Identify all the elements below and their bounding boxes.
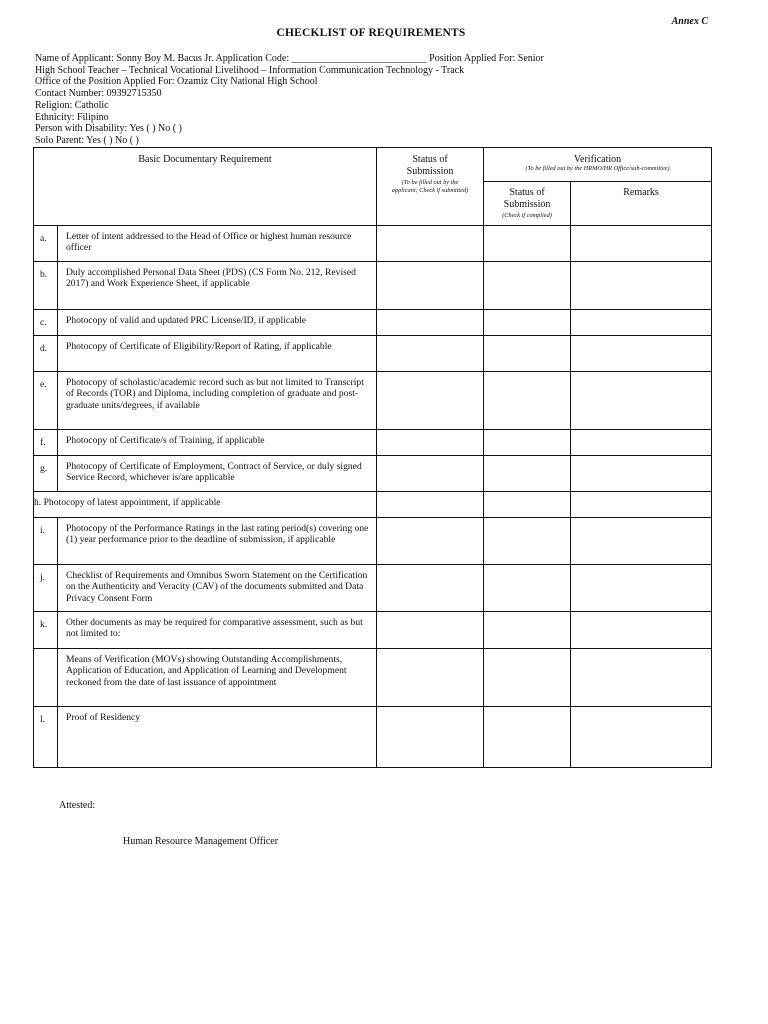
verification-status-cell[interactable] (484, 518, 571, 565)
status-cell[interactable] (377, 226, 484, 262)
remarks-cell[interactable] (571, 707, 712, 768)
row-letter: j. (34, 565, 58, 612)
row-letter: l. (34, 707, 58, 768)
header-verification-status (484, 182, 571, 226)
info-name-line: Name of Applicant: Sonny Boy M. Bacus Jr. Application Code: ___________________________ Position Applied For: Senior (35, 53, 544, 64)
row-letter: d. (34, 336, 58, 372)
table-row (34, 226, 712, 262)
remarks-cell[interactable] (571, 612, 712, 649)
remarks-cell[interactable] (571, 518, 712, 565)
row-requirement-text: Photocopy of Certificate/s of Training, if applicable (58, 430, 377, 456)
header-verification-label: Verification (573, 154, 622, 165)
page-title: CHECKLIST OF REQUIREMENTS (276, 27, 466, 39)
verification-status-cell[interactable] (484, 612, 571, 649)
status-cell[interactable] (377, 262, 484, 310)
row-letter (34, 649, 58, 707)
requirements-table (33, 147, 712, 768)
table-row (34, 336, 712, 372)
verification-status-cell[interactable] (484, 492, 571, 518)
header-status-note: (To be filled out by the applicant; Check if submitted) (391, 179, 469, 194)
verification-status-cell[interactable] (484, 310, 571, 336)
info-contact-line: Contact Number: 09392715350 (35, 88, 162, 100)
verification-status-cell[interactable] (484, 430, 571, 456)
row-requirement-text: Photocopy of Certificate of Eligibility/Report of Rating, if applicable (58, 336, 377, 372)
row-requirement-text: Photocopy of the Performance Ratings in the last rating period(s) covering one (1) year performance prior to the deadline of submission, if applicable (58, 518, 377, 565)
annex-label: Annex C (671, 16, 708, 27)
verification-status-cell[interactable] (484, 226, 571, 262)
status-cell[interactable] (377, 649, 484, 707)
row-letter: a. (34, 226, 58, 262)
verification-status-cell[interactable] (484, 565, 571, 612)
remarks-cell[interactable] (571, 310, 712, 336)
status-cell[interactable] (377, 707, 484, 768)
verification-status-cell[interactable] (484, 456, 571, 492)
remarks-cell[interactable] (571, 372, 712, 430)
remarks-cell[interactable] (571, 430, 712, 456)
verification-status-cell[interactable] (484, 372, 571, 430)
row-letter: c. (34, 310, 58, 336)
verification-status-cell[interactable] (484, 262, 571, 310)
table-row (34, 430, 712, 456)
verification-status-cell[interactable] (484, 336, 571, 372)
signatory-title: Human Resource Management Officer (123, 836, 279, 847)
row-requirement-text: Photocopy of valid and updated PRC License/ID, if applicable (58, 310, 377, 336)
table-row (34, 612, 712, 649)
row-letter: e. (34, 372, 58, 430)
status-cell[interactable] (377, 492, 484, 518)
row-requirement-text: Means of Verification (MOVs) showing Outstanding Accomplishments, Application of Education, and Application of Learning and Development reckoned from the date of last issuance of appointment (58, 649, 377, 707)
table-row (34, 518, 712, 565)
status-cell[interactable] (377, 336, 484, 372)
header-remarks: Remarks (571, 182, 712, 226)
header-verif-status-label: Status of Submission (503, 187, 551, 210)
status-cell[interactable] (377, 565, 484, 612)
info-disability-line: Person with Disability: Yes ( ) No ( ) (35, 123, 182, 135)
info-religion-line: Religion: Catholic (35, 99, 109, 111)
header-status-of-submission (377, 148, 484, 226)
row-requirement-text: Duly accomplished Personal Data Sheet (PDS) (CS Form No. 212, Revised 2017) and Work Experience Sheet, if applicable (58, 262, 377, 310)
table-row (34, 310, 712, 336)
table-row (34, 372, 712, 430)
verification-status-cell[interactable] (484, 649, 571, 707)
remarks-cell[interactable] (571, 226, 712, 262)
table-row (34, 707, 712, 768)
row-requirement-text: Photocopy of Certificate of Employment, Contract of Service, or duly signed Service Record, whichever is/are applicable (58, 456, 377, 492)
row-letter: g. (34, 456, 58, 492)
row-requirement-text: Photocopy of scholastic/academic record such as but not limited to Transcript of Records (TOR) and Diploma, including completion of graduate and post-graduate units/degrees, if available (58, 372, 377, 430)
remarks-cell[interactable] (571, 649, 712, 707)
remarks-cell[interactable] (571, 565, 712, 612)
table-row (34, 262, 712, 310)
remarks-cell[interactable] (571, 492, 712, 518)
row-letter: f. (34, 430, 58, 456)
applicant-info (35, 53, 715, 147)
row-requirement-text: Checklist of Requirements and Omnibus Sworn Statement on the Certification on the Authenticity and Veracity (CAV) of the documents submitted and Data Privacy Consent Form (58, 565, 377, 612)
header-verification-note: (To be filled out by the HRMO/HR Office/sub-committee) (525, 165, 670, 172)
status-cell[interactable] (377, 456, 484, 492)
remarks-cell[interactable] (571, 336, 712, 372)
remarks-cell[interactable] (571, 456, 712, 492)
row-letter: b. (34, 262, 58, 310)
attested-label: Attested: (59, 800, 96, 811)
header-verif-status-note: (Check if complied) (502, 212, 552, 219)
status-cell[interactable] (377, 518, 484, 565)
row-letter: i. (34, 518, 58, 565)
header-status-label: Status of Submission (406, 154, 454, 177)
row-requirement-text: Letter of intent addressed to the Head of Office or highest human resource officer (58, 226, 377, 262)
table-row (34, 492, 712, 518)
row-letter: k. (34, 612, 58, 649)
status-cell[interactable] (377, 612, 484, 649)
row-requirement-text: Other documents as may be required for comparative assessment, such as but not limited to: (58, 612, 377, 649)
status-cell[interactable] (377, 372, 484, 430)
info-solo-parent-line: Solo Parent: Yes ( ) No ( ) (35, 134, 139, 146)
status-cell[interactable] (377, 430, 484, 456)
remarks-cell[interactable] (571, 262, 712, 310)
table-row (34, 565, 712, 612)
status-cell[interactable] (377, 310, 484, 336)
info-office-line: Office of the Position Applied For: Ozamiz City National High School (35, 76, 318, 88)
verification-status-cell[interactable] (484, 707, 571, 768)
info-ethnicity-line: Ethnicity: Filipino (35, 111, 109, 123)
header-verification (484, 148, 712, 182)
table-row (34, 456, 712, 492)
row-requirement-text: h. Photocopy of latest appointment, if applicable (34, 492, 377, 518)
table-row (34, 649, 712, 707)
info-position-line: High School Teacher – Technical Vocational Livelihood – Information Communication Technology - Track (35, 64, 465, 76)
header-basic-requirement: Basic Documentary Requirement (34, 148, 377, 226)
row-requirement-text: Proof of Residency (58, 707, 377, 768)
